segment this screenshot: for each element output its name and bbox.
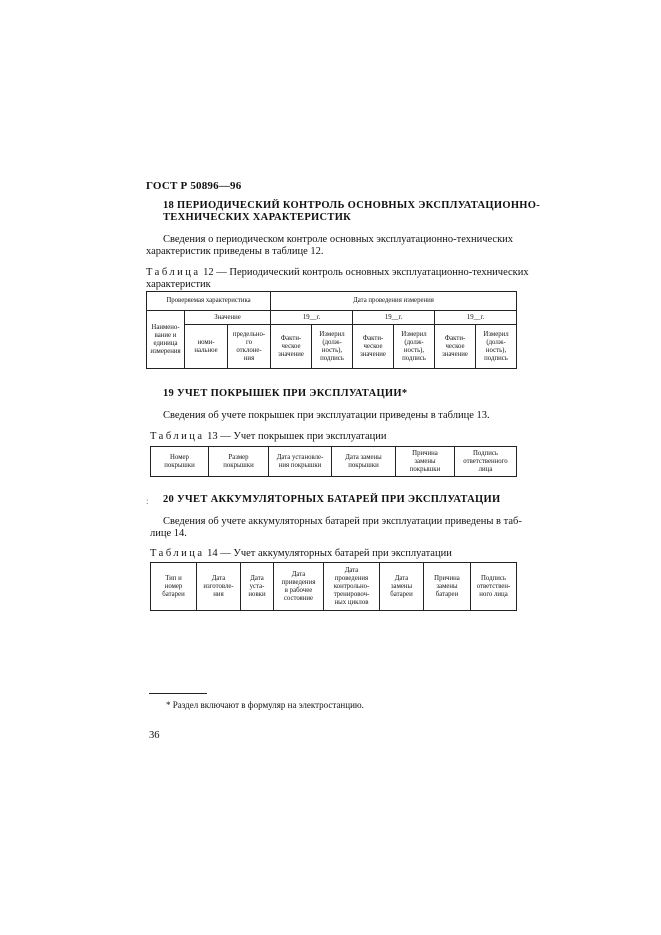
table-14: [150, 562, 517, 611]
tire-size-header: Размер покрышки: [209, 447, 269, 477]
section-19-title: 19 УЧЕТ ПОКРЫШЕК ПРИ ЭКСПЛУАТАЦИИ*: [163, 388, 408, 399]
table-12-caption-line2: характеристик: [146, 279, 211, 290]
battery-training-cycles-date-header: Дата проведения контрольно- тренировоч- ных циклов: [324, 563, 380, 611]
section-20-paragraph-line2: лице 14.: [150, 528, 187, 539]
tire-number-header: Номер покрышки: [151, 447, 209, 477]
battery-install-date-header: Дата уста- новки: [241, 563, 274, 611]
header-year-3: 19__г.: [435, 311, 517, 325]
header-measured-3: Измерил (долж- ность), подпись: [476, 325, 517, 369]
header-measurement-date: Дата проведения измерения: [271, 292, 517, 311]
tire-replace-reason-header: Причина замены покрышки: [396, 447, 455, 477]
battery-manufacture-date-header: Дата изготовле- ния: [197, 563, 241, 611]
table-12-caption-text: 12 — Периодический контроль основных эксплуатационно-технических: [200, 267, 529, 278]
header-value: Значение: [185, 311, 271, 325]
header-checked-characteristic: Проверяемая характеристика: [147, 292, 271, 311]
footnote-divider: [149, 693, 207, 694]
section-19-paragraph: Сведения об учете покрышек при эксплуатации приведены в таблице 13.: [163, 410, 490, 421]
table-12-caption-prefix: Таблица: [146, 267, 201, 278]
header-year-1: 19__г.: [271, 311, 353, 325]
header-name-unit: Наимено- вание и единица измерения: [147, 311, 185, 369]
header-limit-deviation: предельно- го отклоне- ния: [228, 325, 271, 369]
header-measured-1: Измерил (долж- ность), подпись: [312, 325, 353, 369]
page-number: 36: [149, 730, 160, 741]
table-14-caption-text: 14 — Учет аккумуляторных батарей при эксплуатации: [204, 548, 452, 559]
tire-replace-date-header: Дата замены покрышки: [332, 447, 396, 477]
section-18-paragraph-line2: характеристик приведены в таблице 12.: [146, 246, 324, 257]
header-actual-2: Факти- ческое значение: [353, 325, 394, 369]
header-actual-3: Факти- ческое значение: [435, 325, 476, 369]
section-18-title-line1: 18 ПЕРИОДИЧЕСКИЙ КОНТРОЛЬ ОСНОВНЫХ ЭКСПЛУАТАЦИОННО-: [163, 200, 541, 211]
header-actual-1: Факти- ческое значение: [271, 325, 312, 369]
table-13-caption-prefix: Таблица: [150, 431, 205, 442]
section-18-title-line2: ТЕХНИЧЕСКИХ ХАРАКТЕРИСТИК: [163, 212, 352, 223]
header-measured-2: Измерил (долж- ность), подпись: [394, 325, 435, 369]
battery-signature-header: Подпись ответствен- ного лица: [471, 563, 517, 611]
battery-replace-reason-header: Причина замены батареи: [424, 563, 471, 611]
battery-replace-date-header: Дата замены батареи: [380, 563, 424, 611]
header-nominal: номи- нальное: [185, 325, 228, 369]
section-20-title: 20 УЧЕТ АККУМУЛЯТОРНЫХ БАТАРЕЙ ПРИ ЭКСПЛУАТАЦИИ: [163, 494, 501, 505]
table-13-caption: [150, 430, 386, 443]
header-year-2: 19__г.: [353, 311, 435, 325]
footnote: * Раздел включают в формуляр на электростанцию.: [166, 700, 364, 710]
tire-signature-header: Подпись ответственного лица: [455, 447, 517, 477]
table-12: [146, 291, 517, 369]
table-13-caption-text: 13 — Учет покрышек при эксплуатации: [204, 431, 387, 442]
battery-type-number-header: Тип и номер батареи: [151, 563, 197, 611]
margin-mark: :: [146, 496, 149, 506]
table-14-caption: [150, 547, 452, 560]
section-20-paragraph-line1: Сведения об учете аккумуляторных батарей при эксплуатации приведены в таб-: [163, 516, 522, 527]
table-13: [150, 446, 517, 477]
standard-header: ГОСТ Р 50896—96: [146, 180, 242, 192]
battery-commission-date-header: Дата приведения в рабочее состояние: [274, 563, 324, 611]
tire-install-date-header: Дата установле- ния покрышки: [269, 447, 332, 477]
table-14-caption-prefix: Таблица: [150, 548, 205, 559]
section-18-paragraph-line1: Сведения о периодическом контроле основных эксплуатационно-технических: [163, 234, 514, 245]
